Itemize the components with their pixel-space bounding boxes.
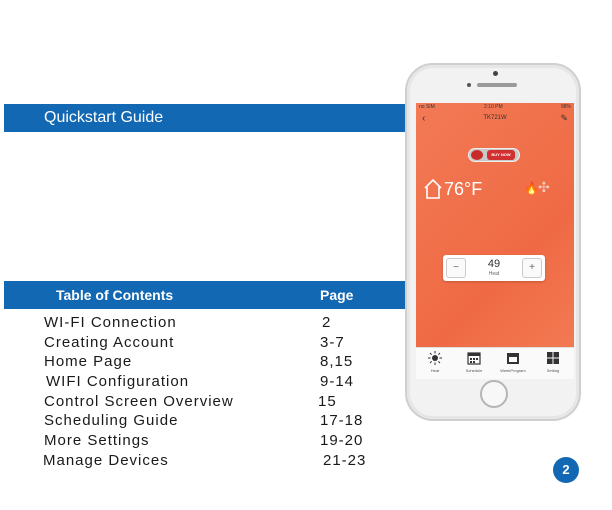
- tab-label: Setting: [546, 368, 560, 373]
- brand-logo-icon: [471, 150, 483, 160]
- bottom-tab-bar: [416, 347, 574, 379]
- toc-item-title: More Settings: [44, 432, 150, 449]
- back-chevron-icon[interactable]: ‹: [422, 113, 426, 124]
- toc-item-title: Creating Account: [44, 334, 175, 351]
- carrier-label: no SIM: [419, 104, 435, 110]
- sun-icon: [428, 351, 442, 365]
- toc-item-title: Control Screen Overview: [44, 393, 234, 410]
- toc-item-page: 3-7: [320, 334, 345, 351]
- tab-heat[interactable]: [418, 351, 452, 379]
- front-camera: [493, 71, 498, 76]
- toc-row[interactable]: [0, 353, 410, 373]
- status-time: 2:10 PM: [484, 104, 503, 110]
- toc-row[interactable]: [0, 314, 410, 334]
- setpoint-control: [443, 255, 545, 281]
- toc-header: [4, 281, 410, 309]
- calendar-icon: [467, 351, 481, 365]
- increase-button[interactable]: +: [522, 258, 542, 278]
- tab-label: WeekProgram: [500, 368, 526, 373]
- house-icon: [424, 179, 442, 199]
- page-number-badge: 2: [553, 457, 579, 483]
- setpoint-mode: Heat: [488, 271, 500, 277]
- toc-item-title: Scheduling Guide: [44, 412, 179, 429]
- toc-item-page: 9-14: [320, 373, 355, 390]
- quickstart-title: Quickstart Guide: [44, 109, 164, 126]
- earpiece-speaker: [477, 83, 517, 87]
- buy-now-banner[interactable]: [468, 148, 520, 162]
- proximity-sensor: [467, 83, 471, 87]
- tab-label: Heat: [430, 368, 440, 373]
- toc-item-page: 19-20: [320, 432, 364, 449]
- toc-item-title: Home Page: [44, 353, 133, 370]
- tab-label: Schedule: [465, 368, 483, 373]
- current-temperature: 76°F: [444, 179, 483, 199]
- tab-weekprogram[interactable]: [496, 351, 530, 379]
- tab-schedule[interactable]: [457, 351, 491, 379]
- toc-item-page: 8,15: [320, 353, 354, 370]
- app-screen: [416, 103, 574, 379]
- toc-item-title: WIFI Configuration: [46, 373, 190, 390]
- device-title: TK721W: [483, 115, 507, 121]
- grid-icon: [546, 351, 560, 365]
- toc-row[interactable]: [0, 432, 410, 452]
- tab-setting[interactable]: [536, 351, 570, 379]
- quickstart-header: [4, 104, 410, 132]
- toc-item-title: Manage Devices: [43, 452, 169, 469]
- flame-icon: 🔥: [524, 181, 539, 195]
- app-navbar: [416, 111, 574, 127]
- fan-icon: ✣: [538, 179, 550, 195]
- setpoint-value: 49: [487, 258, 501, 270]
- toc-item-page: 17-18: [320, 412, 364, 429]
- status-bar: [416, 103, 574, 111]
- toc-row[interactable]: [0, 334, 410, 354]
- decrease-button[interactable]: −: [446, 258, 466, 278]
- phone-mockup: [405, 63, 581, 421]
- toc-item-page: 15: [318, 393, 337, 410]
- toc-item-page: 21-23: [323, 452, 367, 469]
- day-calendar-icon: [506, 351, 520, 365]
- toc-row[interactable]: [0, 393, 410, 413]
- toc-row[interactable]: [0, 412, 410, 432]
- current-temperature-row: [424, 179, 574, 201]
- edit-pencil-icon[interactable]: ✎: [560, 113, 568, 123]
- toc-item-title: WI-FI Connection: [44, 314, 177, 331]
- toc-page-heading: Page: [320, 287, 354, 303]
- toc-row[interactable]: [0, 452, 410, 472]
- home-button[interactable]: [480, 380, 508, 408]
- buy-now-label: BUY NOW: [487, 150, 515, 160]
- toc-heading: Table of Contents: [56, 287, 174, 303]
- battery-level: 98%: [560, 104, 571, 110]
- toc-item-page: 2: [322, 314, 332, 331]
- toc-row[interactable]: [0, 373, 410, 393]
